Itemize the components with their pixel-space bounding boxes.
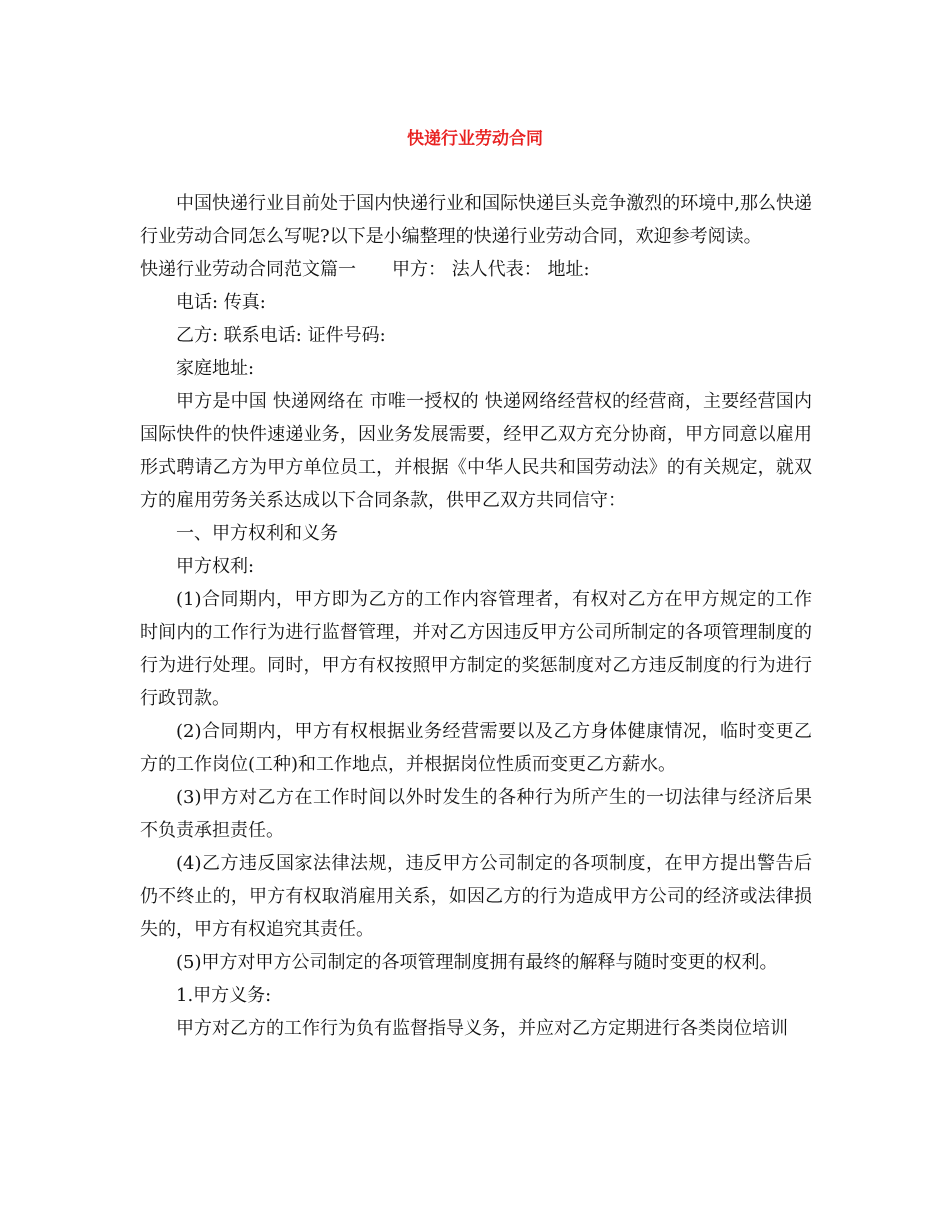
preamble-paragraph: 甲方是中国 快递网络在 市唯一授权的 快递网络经营权的经营商，主要经营国内国际快件的快件速递业务，因业务发展需要，经甲乙双方充分协商，甲方同意以雇用形式聘请乙方为甲方单位员工，并根据《中华人民共和国劳动法》的有关规定，就双方的雇用劳务关系达成以下合同条款，供甲乙双方共同信守： (140, 391, 812, 511)
clause-paragraph: (3)甲方对乙方在工作时间以外时发生的各种行为所产生的一切法律与经济后果不负责承担责任。 (140, 787, 812, 841)
contract-header-line (140, 253, 812, 286)
clause-paragraph: (2)合同期内，甲方有权根据业务经营需要以及乙方身体健康情况，临时变更乙方的工作岗位(工种)和工作地点，并根据岗位性质而变更乙方薪水。 (140, 721, 812, 775)
intro-paragraph: 中国快递行业目前处于国内快递行业和国际快递巨头竞争激烈的环境中,那么快递行业劳动合同怎么写呢?以下是小编整理的快递行业劳动合同，欢迎参考阅读。 (140, 193, 812, 247)
section-heading: 一、甲方权利和义务 (176, 523, 338, 544)
home-address-field: 家庭地址: (176, 358, 255, 379)
document-body (140, 187, 812, 1045)
subsection-heading: 1.甲方义务: (176, 985, 272, 1006)
clause-paragraph: 甲方对乙方的工作行为负有监督指导义务，并应对乙方定期进行各类岗位培训 (176, 1018, 788, 1039)
clause-paragraph: (5)甲方对甲方公司制定的各项管理制度拥有最终的解释与随时变更的权利。 (176, 952, 778, 973)
clause-paragraph: (1)合同期内，甲方即为乙方的工作内容管理者，有权对乙方在甲方规定的工作时间内的工作行为进行监督管理，并对乙方因违反甲方公司所制定的各项管理制度的行为进行处理。同时，甲方有权按照甲方制定的奖惩制度对乙方违反制度的行为进行行政罚款。 (140, 589, 812, 709)
party-a-fields: 甲方： 法人代表： 地址: (392, 259, 590, 280)
subsection-heading: 甲方权利: (176, 556, 255, 577)
contract-sample-heading: 快递行业劳动合同范文篇一 (140, 259, 356, 280)
document-title: 快递行业劳动合同 (407, 129, 543, 149)
party-b-fields: 乙方: 联系电话: 证件号码: (176, 325, 386, 346)
clause-paragraph: (4)乙方违反国家法律法规，违反甲方公司制定的各项制度，在甲方提出警告后仍不终止的，甲方有权取消雇用关系，如因乙方的行为造成甲方公司的经济或法律损失的，甲方有权追究其责任。 (140, 853, 812, 940)
contact-fields: 电话: 传真: (176, 292, 266, 313)
